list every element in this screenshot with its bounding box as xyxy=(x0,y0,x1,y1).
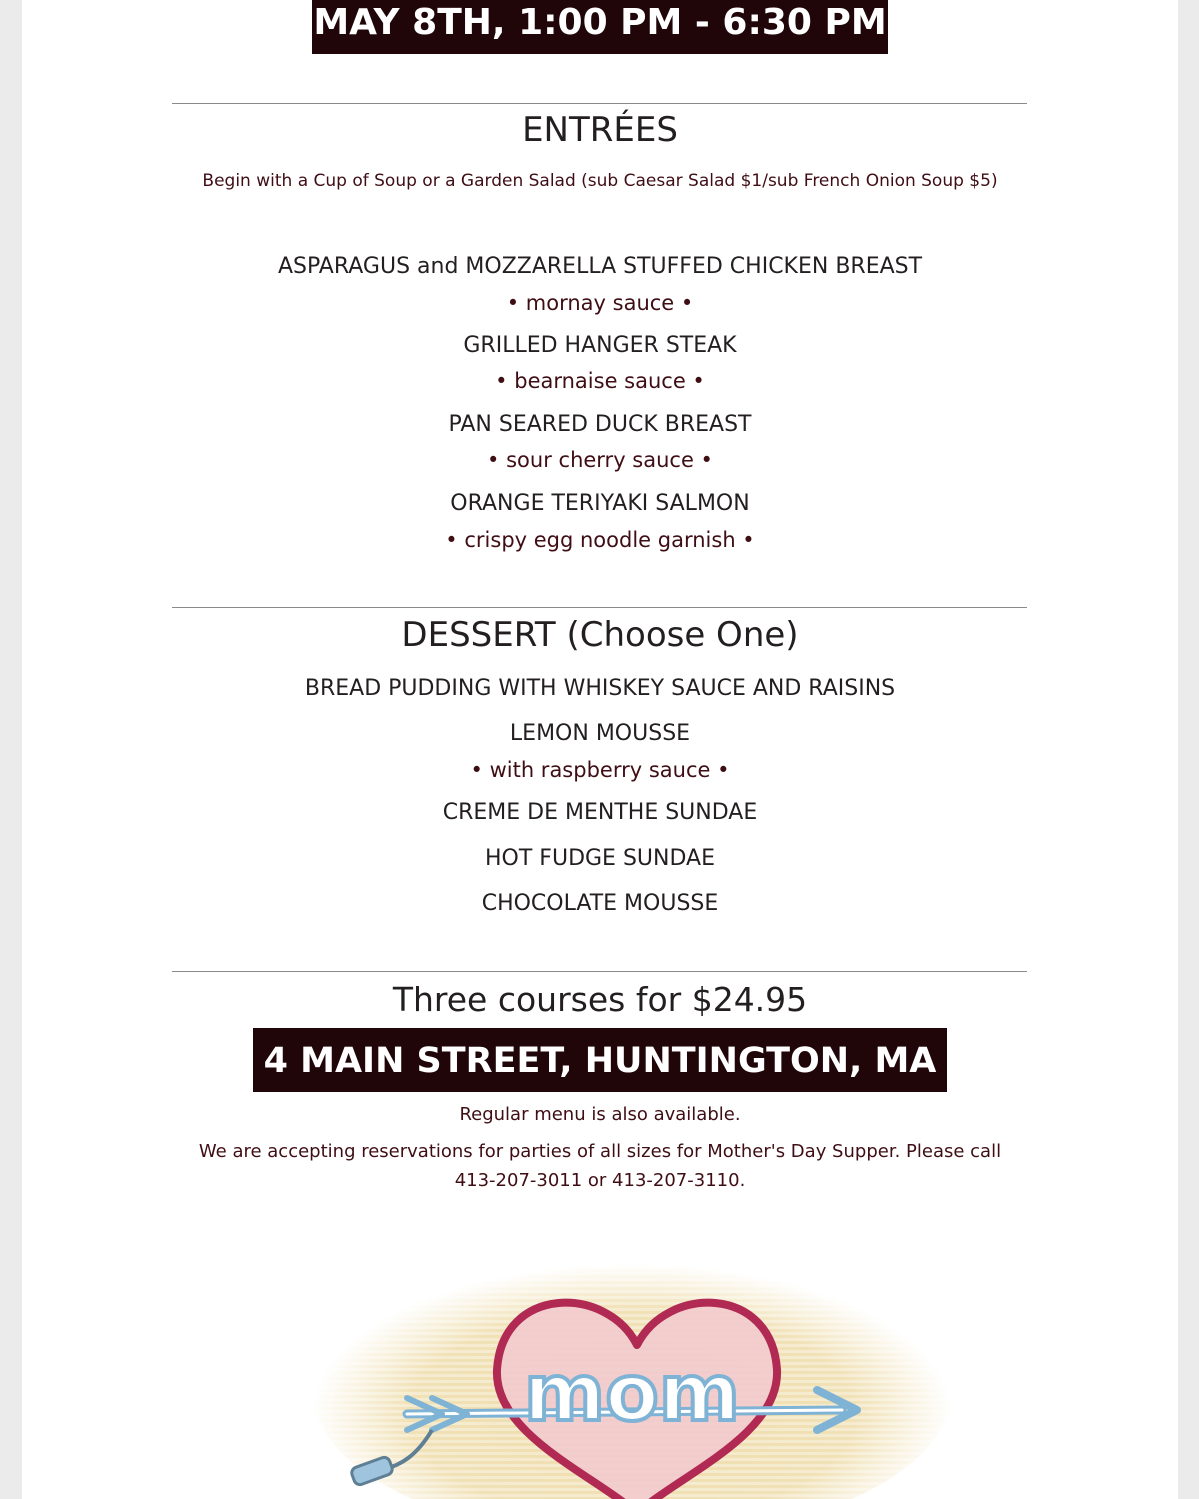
regular-menu-note: Regular menu is also available. xyxy=(459,1104,741,1125)
footer-divider xyxy=(172,971,1027,972)
address-banner: 4 MAIN STREET, HUNTINGTON, MA xyxy=(253,1028,947,1092)
entree-sauce: • sour cherry sauce • xyxy=(487,448,713,472)
mom-heart-arrow-icon xyxy=(282,1230,982,1499)
entree-sauce: • mornay sauce • xyxy=(506,291,694,315)
entrees-divider xyxy=(172,103,1027,104)
entrees-title: ENTRÉES xyxy=(522,110,678,150)
entrees-intro: Begin with a Cup of Soup or a Garden Salad (sub Caesar Salad $1/sub French Onion Soup $5) xyxy=(202,171,998,191)
dessert-name: LEMON MOUSSE xyxy=(509,721,691,746)
entree-name: PAN SEARED DUCK BREAST xyxy=(448,412,752,437)
date-time-banner: MAY 8TH, 1:00 PM - 6:30 PM xyxy=(312,0,888,54)
dessert-divider xyxy=(172,607,1027,608)
dessert-name: CHOCOLATE MOUSSE xyxy=(481,891,719,916)
reservations-phones: 413-207-3011 or 413-207-3110. xyxy=(454,1170,746,1191)
mom-text: mom xyxy=(523,1349,741,1439)
dessert-title: DESSERT (Choose One) xyxy=(401,615,799,655)
entree-sauce: • crispy egg noodle garnish • xyxy=(445,528,755,552)
price-line: Three courses for $24.95 xyxy=(392,980,808,1019)
entree-name: ASPARAGUS and MOZZARELLA STUFFED CHICKEN BREAST xyxy=(277,254,923,279)
reservations-note: We are accepting reservations for parties of all sizes for Mother's Day Supper. Please call xyxy=(198,1141,1002,1162)
dessert-sauce: • with raspberry sauce • xyxy=(470,758,730,782)
entree-sauce: • bearnaise sauce • xyxy=(495,369,705,393)
entree-name: ORANGE TERIYAKI SALMON xyxy=(450,491,750,516)
dessert-name: BREAD PUDDING WITH WHISKEY SAUCE AND RAISINS xyxy=(304,676,896,701)
dessert-name: HOT FUDGE SUNDAE xyxy=(485,846,715,871)
menu-page xyxy=(22,0,1178,1499)
dessert-name: CREME DE MENTHE SUNDAE xyxy=(442,800,758,825)
entree-name: GRILLED HANGER STEAK xyxy=(463,333,737,358)
